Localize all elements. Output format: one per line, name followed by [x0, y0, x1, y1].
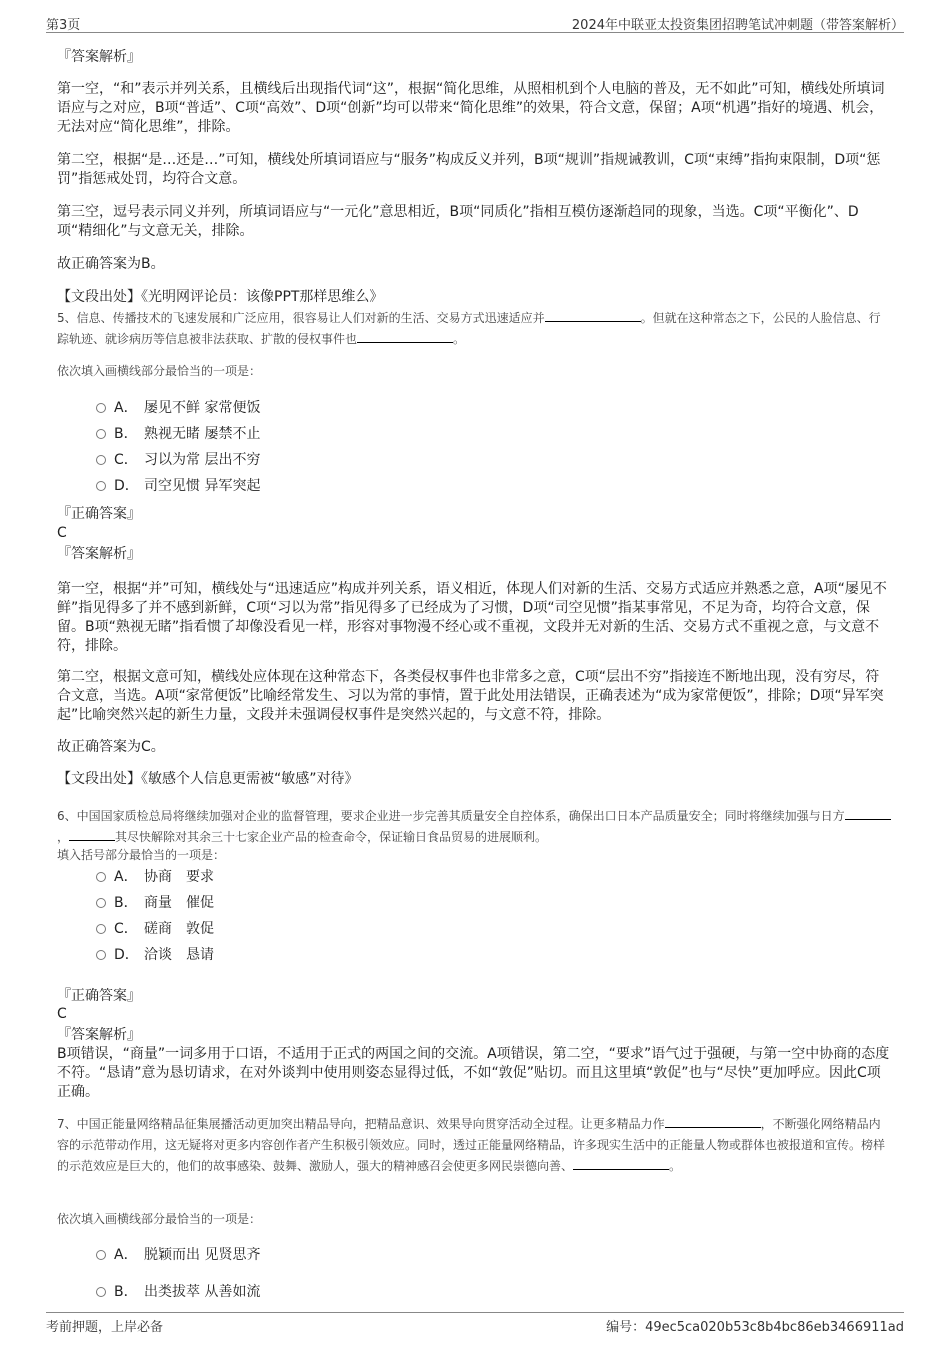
analysis-paragraph: 第一空，“和”表示并列关系，且横线后出现指代词“这”，根据“简化思维，从照相机到个人电脑的普及，无不如此”可知，横线处所填词语应与之对应，B项“普适”、C项“高效”、D项“创新”均可以带来“简化思维”的效果，符合文意，保留；A项“机遇”指好的境遇、机会，无法对应“简化思维”，排除。 [57, 81, 885, 135]
option-text: 磋商 敦促 [144, 921, 214, 937]
question-prompt: 依次填入画横线部分最恰当的一项是： [57, 1212, 262, 1226]
analysis-paragraph: B项错误，“商量”一词多用于口语，不适用于正式的两国之间的交流。A项错误，第二空，“要求”语气过于强硬，与第一空中协商的态度不符。“恳请”意为恳切请求，在对外谈判中使用则姿态显得过低，不如“敦促”贴切。而且这里填“敦促”也与“尽快”更加呼应。因此C项正确。 [57, 1046, 890, 1100]
blank-line [545, 309, 641, 322]
stem-text: 。 [453, 332, 466, 346]
blank-line [845, 807, 891, 820]
option-key: D． [114, 478, 139, 494]
page-footer [46, 1312, 904, 1333]
blank-line [573, 1157, 669, 1170]
page-header [46, 12, 904, 33]
document-title: 2024年中联亚太投资集团招聘笔试冲刺题（带答案解析） [571, 18, 904, 33]
option-text: 洽谈 恳请 [144, 947, 214, 963]
option-text: 司空见惯 异军突起 [144, 478, 261, 494]
option-key: D． [114, 947, 139, 963]
option-text: 习以为常 层出不穷 [144, 452, 261, 468]
radio-icon[interactable] [96, 924, 106, 934]
option-key: B． [114, 1284, 138, 1300]
option-text: 商量 催促 [144, 895, 214, 911]
radio-icon[interactable] [96, 403, 106, 413]
question-stem [57, 806, 892, 848]
question-prompt: 填入括号部分最恰当的一项是： [57, 848, 226, 862]
radio-icon[interactable] [96, 898, 106, 908]
radio-icon[interactable] [96, 872, 106, 882]
option-key: A． [114, 869, 138, 885]
analysis-paragraph: 第二空，根据“是…还是…”可知，横线处所填词语应与“服务”构成反义并列，B项“规训”指规诫教训，C项“束缚”指拘束限制，D项“惩罚”指惩戒处罚，均符合文意。 [57, 152, 881, 187]
stem-text: 5、信息、传播技术的飞速发展和广泛应用，很容易让人们对新的生活、交易方式迅速适应并 [57, 311, 545, 325]
analysis-label: 『答案解析』 [57, 1027, 141, 1043]
option-a[interactable] [96, 867, 214, 887]
correct-answer: C [57, 525, 67, 541]
option-key: B． [114, 895, 138, 911]
question-stem [57, 1114, 892, 1177]
question-prompt: 依次填入画横线部分最恰当的一项是： [57, 364, 262, 378]
option-a[interactable] [96, 398, 260, 418]
stem-text: 。 [669, 1159, 682, 1173]
document-id: 编号：49ec5ca020b53c8b4bc86eb3466911ad [606, 1320, 904, 1335]
stem-text: 6、中国国家质检总局将继续加强对企业的监督管理，要求企业进一步完善其质量安全自控体系，确保出口日本产品质量安全；同时将继续加强与日方 [57, 809, 845, 823]
option-b[interactable] [96, 1282, 260, 1302]
option-text: 出类拔萃 从善如流 [144, 1284, 261, 1300]
option-key: A． [114, 400, 138, 416]
option-d[interactable] [96, 476, 260, 496]
option-a[interactable] [96, 1245, 260, 1265]
analysis-label: 『答案解析』 [57, 49, 141, 65]
stem-text: 。但就在这种常态之下，公民的人脸信息、行踪轨迹、就诊病历等信息被非法获取、扩散的侵权事件也 [57, 311, 881, 346]
radio-icon[interactable] [96, 1250, 106, 1260]
radio-icon[interactable] [96, 1287, 106, 1297]
blank-line [357, 330, 453, 343]
blank-line [69, 828, 115, 841]
stem-text: ，不断强化网络精品内容的示范带动作用，这无疑将对更多内容创作者产生积极引领效应。同时，透过正能量网络精品，许多现实生活中的正能量人物或群体也被报道和宣传。榜样的示范效应是巨大的，他们的故事感染、鼓舞、激励人，强大的精神感召会使更多网民崇德向善、 [57, 1117, 886, 1173]
option-text: 熟视无睹 屡禁不止 [144, 426, 261, 442]
option-d[interactable] [96, 945, 214, 965]
stem-text: 其尽快解除对其余三十七家企业产品的检查命令，保证输日食品贸易的进展顺利。 [115, 830, 548, 844]
source-citation: 【文段出处】《光明网评论员：该像PPT那样思维么》 [57, 289, 384, 305]
option-key: B． [114, 426, 138, 442]
conclusion: 故正确答案为C。 [57, 739, 165, 755]
footer-slogan: 考前押题，上岸必备 [46, 1320, 164, 1335]
analysis-paragraph: 第二空，根据文意可知，横线处应体现在这种常态下，各类侵权事件也非常多之意，C项“层出不穷”指接连不断地出现，没有穷尽，符合文意，当选。A项“家常便饭”比喻经常发生、习以为常的事情，置于此处用法错误，正确表述为“成为家常便饭”，排除；D项“异军突起”比喻突然兴起的新生力量，文段并未强调侵权事件是突然兴起的，与文意不符，排除。 [57, 669, 884, 723]
stem-text: ， [57, 830, 70, 844]
analysis-label: 『答案解析』 [57, 546, 141, 562]
correct-answer: C [57, 1006, 67, 1022]
answer-label: 『正确答案』 [57, 506, 141, 522]
page-number: 第3页 [46, 18, 81, 33]
option-key: C． [114, 921, 138, 937]
blank-line [665, 1115, 761, 1128]
radio-icon[interactable] [96, 481, 106, 491]
option-text: 协商 要求 [144, 869, 214, 885]
stem-text: 7、中国正能量网络精品征集展播活动更加突出精品导向，把精品意识、效果导向贯穿活动全过程。让更多精品力作 [57, 1117, 665, 1131]
answer-label: 『正确答案』 [57, 988, 141, 1004]
option-key: C． [114, 452, 138, 468]
question-stem [57, 308, 892, 350]
option-c[interactable] [96, 919, 214, 939]
source-citation: 【文段出处】《敏感个人信息更需被“敏感”对待》 [57, 771, 359, 787]
option-text: 脱颖而出 见贤思齐 [144, 1247, 261, 1263]
option-b[interactable] [96, 893, 214, 913]
analysis-paragraph: 第一空，根据“并”可知，横线处与“迅速适应”构成并列关系，语义相近，体现人们对新的生活、交易方式适应并熟悉之意，A项“屡见不鲜”指见得多了并不感到新鲜，C项“习以为常”指见得多了已经成为了习惯，D项“司空见惯”指某事常见，不足为奇，均符合文意，保留。B项“熟视无睹”指看惯了却像没看见一样，形容对事物漫不经心或不重视，文段并无对新的生活、交易方式不重视之意，与文意不符，排除。 [57, 581, 887, 654]
option-b[interactable] [96, 424, 260, 444]
radio-icon[interactable] [96, 455, 106, 465]
option-text: 屡见不鲜 家常便饭 [144, 400, 261, 416]
radio-icon[interactable] [96, 950, 106, 960]
option-c[interactable] [96, 450, 260, 470]
conclusion: 故正确答案为B。 [57, 256, 165, 272]
radio-icon[interactable] [96, 429, 106, 439]
analysis-paragraph: 第三空，逗号表示同义并列，所填词语应与“一元化”意思相近，B项“同质化”指相互模仿逐渐趋同的现象，当选。C项“平衡化”、D项“精细化”与文意无关，排除。 [57, 204, 859, 239]
option-key: A． [114, 1247, 138, 1263]
